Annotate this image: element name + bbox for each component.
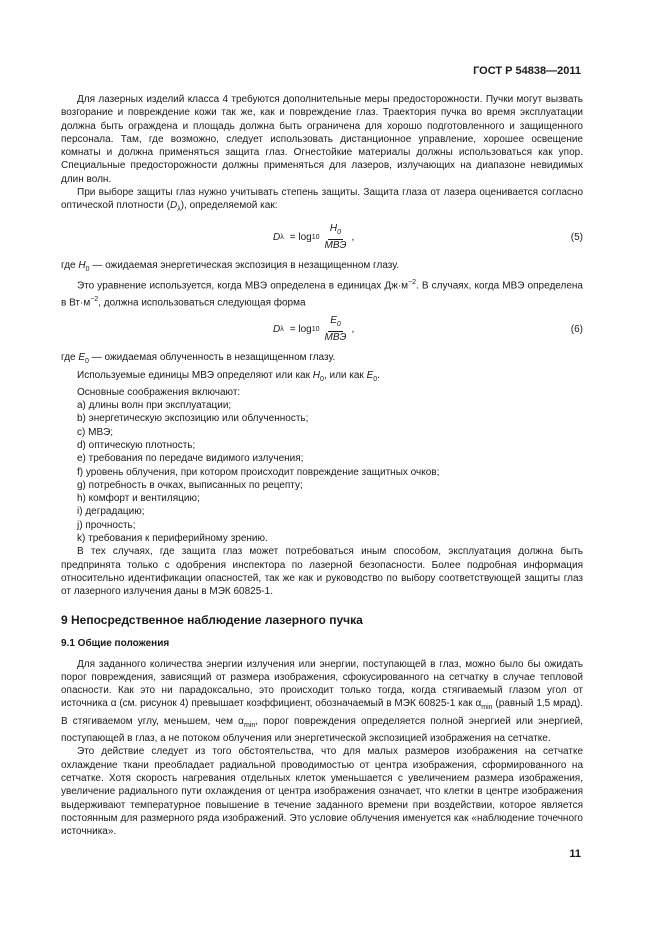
section-9-heading: 9 Непосредственное наблюдение лазерного пучка: [61, 612, 363, 627]
list-item: k) требования к периферийному зрению.: [77, 533, 268, 545]
list-item: f) уровень облучения, при котором происходит повреждение защитных очков;: [77, 466, 440, 478]
page-body: [61, 93, 583, 838]
paragraph-point-source: Это действие следует из того обстоятельства, что для малых размеров изображения на сетчатке охлаждение ткани преобладает радиальной проводимостью от центра изображения, сформированного на сетчатке. Хотя скорость нагревания отдельных клеток уменьшается с увеличением размера изображения, увеличение радиального пути охлаждения от центра изображения означает, что клетки в центре изображения выдерживают температурное повышение в течение заданного времени при воздействии, которое является постоянным для размерного ряда изображений. Это условие облучения именуется как «наблюдение точечного источника».: [61, 746, 583, 838]
paragraph-mve-units: Это уравнение используется, когда МВЭ определена в единицах $Дж\cdot м^{-2}$. В случаях, когда МВЭ определена в $Вт\cdot м^{-2}$, должна использоваться следующая форма: [61, 278, 583, 308]
list-item: c) МВЭ;: [77, 426, 114, 438]
formula-5-label: (5): [570, 231, 583, 243]
considerations-intro: Основные соображения включают:: [77, 386, 241, 398]
list-item: h) комфорт и вентиляцию;: [77, 493, 200, 505]
where-h0: где $H_0$ — ожидаемая энергетическая экспозиция в незащищенном глазу.: [61, 259, 400, 273]
formula-6: D λ = log 10 $\frac{E_0}{\text{МВЭ}}$ , (6): [273, 315, 583, 344]
where-e0: где $E_0$ — ожидаемая облученность в незащищенном глазу.: [61, 352, 336, 366]
paragraph-eye-protection: При выборе защиты глаз нужно учитывать степень защиты. Защита глаза от лазера оценивается согласно оптической плотности $(D_\lambda)$, определяемой как:: [61, 187, 583, 214]
paragraph-damage-threshold: Для заданного количества энергии излучения или энергии, поступающей в глаз, можно было бы ожидать порог повреждения, зависящий от размера изображения, сфокусированного на сетчатку в случае тепловой опасности. Как это ни парадоксально, это происходит только тогда, когда стягиваемый глазом угол от источника α (см. рисунок 4) превышает коэффициент, обозначаемый в МЭК 60825-1 как $\alpha_{min}$ (равный 1,5 мрад). В стягиваемом углу, меньшем, чем $\alpha_{min}$, порог повреждения определяется полной энергией или энергией, поступающей в глаз, а не потоком облучения или энергетической экспозицией изображения на сетчатке.: [61, 658, 583, 745]
list-item: i) деградацию;: [77, 506, 145, 518]
list-item: a) длины волн при эксплуатации;: [77, 400, 232, 412]
formula-5: D λ = log 10 $\frac{H_0}{\text{МВЭ}}$ , (5): [273, 222, 583, 251]
page-number: 11: [569, 848, 581, 860]
formula-6-label: (6): [570, 324, 583, 336]
document-header: ГОСТ Р 54838—2011: [473, 65, 581, 77]
section-9-1-heading: 9.1 Общие положения: [61, 637, 170, 649]
paragraph-other-protection: В тех случаях, где защита глаз может потребоваться иным способом, эксплуатация должна быть предпринята только с одобрения инспектора по лазерной безопасности. Более подробная информация относительно идентификации опасностей, так же как и руководство по выбору соответствующей защиты глаз от лазерного излучения даны в МЭК 60825-1.: [61, 546, 583, 598]
list-item: d) оптическую плотность;: [77, 440, 196, 451]
paragraph-units: Используемые единицы МВЭ определяют или как $H_0$, или как $E_0$.: [77, 369, 380, 383]
paragraph-class4: Для лазерных изделий класса 4 требуются дополнительные меры предосторожности. Пучки могут вызвать возгорание и повреждение кожи так же, как и повреждение глаз. Траектория пучка во время эксплуатации должна быть ограждена и площадь должна быть ограничена для хорошо подготовленного и защищенного персонала. Там, где возможно, следует использовать дистанционное управление, хорошее освещение комнаты и должна применяться защита глаз. Огнестойкие материалы должны использоваться как упор. Специальные предосторожности должны применяться для лазеров, излучающих на диапазоне невидимых длин волн.: [61, 94, 583, 185]
list-item: j) прочность;: [77, 519, 136, 531]
list-item: b) энергетическую экспозицию или облученность;: [77, 413, 309, 425]
list-item: g) потребность в очках, выписанных по рецепту;: [77, 479, 303, 491]
list-item: e) требования по передаче видимого излучения;: [77, 453, 304, 465]
